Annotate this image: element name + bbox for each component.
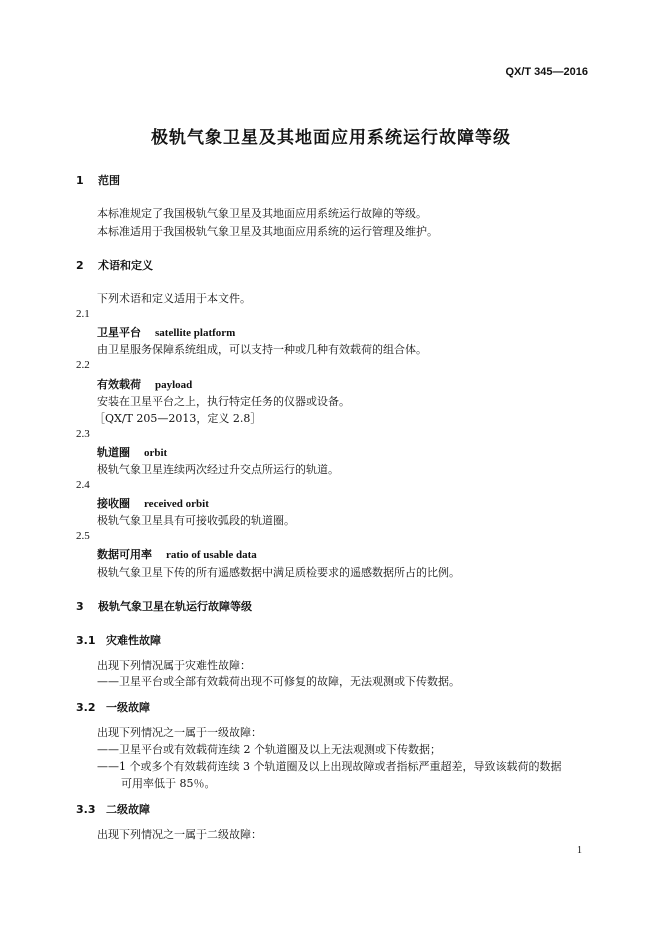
term-number: 2.4 xyxy=(76,479,90,491)
subsection-number: 3.3 xyxy=(76,803,96,816)
term-title xyxy=(97,546,257,562)
term-title xyxy=(97,495,209,511)
paragraph: 本标准规定了我国极轨气象卫星及其地面应用系统运行故障的等级。 xyxy=(97,207,427,220)
section-number: 2 xyxy=(76,259,84,272)
term-zh: 轨道圈 xyxy=(97,446,130,459)
term-zh: 数据可用率 xyxy=(97,548,152,561)
section-number: 3 xyxy=(76,600,84,613)
term-title xyxy=(97,376,192,392)
paragraph: 出现下列情况之一属于一级故障： xyxy=(97,726,262,739)
list-item: ——1 个或多个有效载荷连续 3 个轨道圈及以上出现故障或者指标严重超差，导致该载荷的数据 xyxy=(97,760,562,773)
subsection-3-3-heading xyxy=(76,801,150,817)
term-en: orbit xyxy=(144,447,168,459)
section-title: 术语和定义 xyxy=(98,259,153,272)
term-title xyxy=(97,444,167,460)
term-definition: 由卫星服务保障系统组成，可以支持一种或几种有效载荷的组合体。 xyxy=(97,343,427,356)
term-number: 2.1 xyxy=(76,308,90,320)
list-item: ——卫星平台或全部有效载荷出现不可修复的故障，无法观测或下传数据。 xyxy=(97,675,460,688)
paragraph: 下列术语和定义适用于本文件。 xyxy=(97,292,251,305)
section-title: 范围 xyxy=(98,174,120,187)
list-item-continuation: 可用率低于 85％。 xyxy=(121,777,216,790)
term-en: satellite platform xyxy=(155,327,236,339)
section-number: 1 xyxy=(76,174,84,187)
term-title xyxy=(97,324,235,340)
term-en: payload xyxy=(155,379,193,391)
subsection-title: 灾难性故障 xyxy=(106,634,161,647)
subsection-3-1-heading xyxy=(76,632,161,648)
section-3-heading xyxy=(76,598,252,614)
paragraph: 出现下列情况属于灾难性故障： xyxy=(97,659,251,672)
subsection-number: 3.2 xyxy=(76,701,96,714)
term-definition: 安装在卫星平台之上，执行特定任务的仪器或设备。 xyxy=(97,395,350,408)
term-zh: 有效载荷 xyxy=(97,378,141,391)
subsection-title: 二级故障 xyxy=(106,803,150,816)
list-item: ——卫星平台或有效载荷连续 2 个轨道圈及以上无法观测或下传数据； xyxy=(97,743,441,756)
section-title: 极轨气象卫星在轨运行故障等级 xyxy=(98,600,252,613)
term-definition: 极轨气象卫星连续两次经过升交点所运行的轨道。 xyxy=(97,463,339,476)
term-definition: 极轨气象卫星下传的所有遥感数据中满足质检要求的遥感数据所占的比例。 xyxy=(97,566,460,579)
term-number: 2.5 xyxy=(76,530,90,542)
page-number: 1 xyxy=(577,845,582,856)
section-2-heading xyxy=(76,257,153,273)
term-zh: 卫星平台 xyxy=(97,326,141,339)
paragraph: 本标准适用于我国极轨气象卫星及其地面应用系统的运行管理及维护。 xyxy=(97,225,438,238)
subsection-3-2-heading xyxy=(76,699,150,715)
standard-code: QX/T 345—2016 xyxy=(505,66,588,78)
term-number: 2.3 xyxy=(76,428,90,440)
term-reference: ［QX/T 205—2013，定义 2.8］ xyxy=(94,412,262,425)
term-zh: 接收圈 xyxy=(97,497,130,510)
section-1-heading xyxy=(76,172,120,188)
term-en: ratio of usable data xyxy=(166,549,257,561)
paragraph: 出现下列情况之一属于二级故障： xyxy=(97,828,262,841)
subsection-title: 一级故障 xyxy=(106,701,150,714)
term-en: received orbit xyxy=(144,498,209,510)
subsection-number: 3.1 xyxy=(76,634,96,647)
term-number: 2.2 xyxy=(76,359,90,371)
term-definition: 极轨气象卫星具有可接收弧段的轨道圈。 xyxy=(97,514,295,527)
page-title: 极轨气象卫星及其地面应用系统运行故障等级 xyxy=(151,128,511,148)
